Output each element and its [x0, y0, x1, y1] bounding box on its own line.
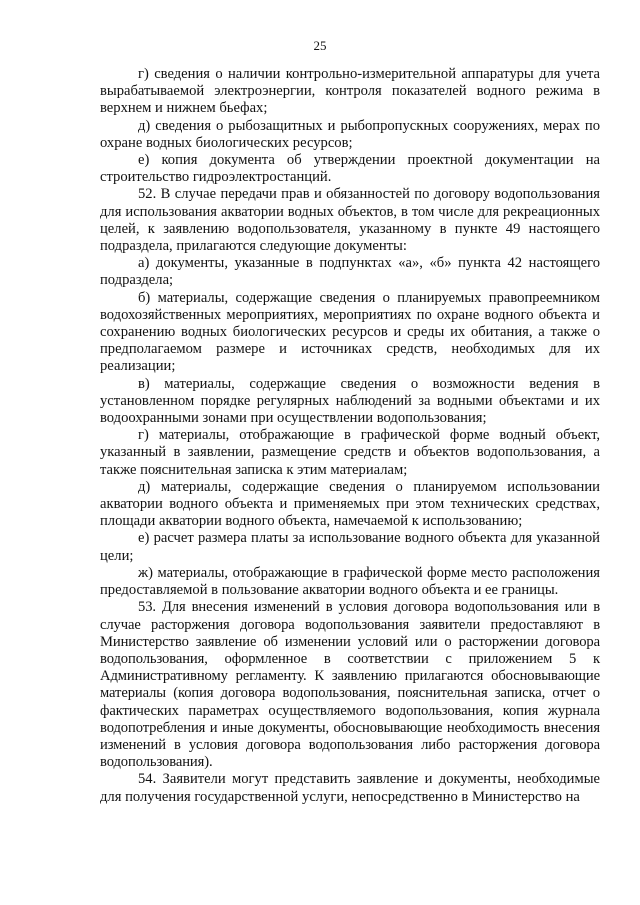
paragraph-52-e: е) расчет размера платы за использование водного объекта для указанной цели;: [100, 530, 600, 564]
paragraph-52-g: г) материалы, отображающие в графической форме водный объект, указанный в заявлении, размещение средств и объектов водопользования, а также пояснительная записка к этим материалам;: [100, 427, 600, 478]
paragraph-53: 53. Для внесения изменений в условия договора водопользования или в случае расторжения договора водопользования заявители предоставляют в Министерство заявление об изменении условий или о расторжении договора водопользования, оформленное в соответствии с приложением 5 к Административному регламенту. К заявлению прилагаются обосновывающие материалы (копия договора водопользования, пояснительная записка, отчет о фактических параметрах осуществляемого водопользования, копия журнала водопотребления и иные документы, обосновывающие необходимость внесения изменений в условия договора водопользования либо расторжения договора водопользования).: [100, 599, 600, 771]
paragraph-g-meters: г) сведения о наличии контрольно-измерительной аппаратуры для учета вырабатываемой электроэнергии, контроля показателей водного режима в верхнем и нижнем бьефах;: [100, 66, 600, 117]
document-body: [100, 66, 600, 806]
paragraph-e-project-approval: е) копия документа об утверждении проектной документации на строительство гидроэлектростанций.: [100, 152, 600, 186]
page-number: 25: [313, 38, 327, 53]
paragraph-52-zh: ж) материалы, отображающие в графической форме место расположения предоставляемой в пользование акватории водного объекта и ее границы.: [100, 564, 600, 599]
paragraph-54: 54. Заявители могут представить заявление и документы, необходимые для получения государственной услуги, непосредственно в Министерство на: [100, 771, 600, 805]
paragraph-d-fish-protection: д) сведения о рыбозащитных и рыбопропускных сооружениях, мерах по охране водных биологических ресурсов;: [100, 117, 600, 151]
paragraph-52-b: б) материалы, содержащие сведения о планируемых правопреемником водохозяйственных мероприятиях, мероприятиях по охране водного объекта и сохранению водных биологических ресурсов и среды их обитания, а также о предполагаемом размере и источниках средств, необходимых для их реализации;: [100, 289, 600, 375]
paragraph-52: 52. В случае передачи прав и обязанностей по договору водопользования для использования акватории водных объектов, в том числе для рекреационных целей, к заявлению водопользователя, указанному в пункте 49 настоящего подраздела, прилагаются следующие документы:: [100, 186, 600, 255]
paragraph-52-v: в) материалы, содержащие сведения о возможности ведения в установленном порядке регулярных наблюдений за водными объектами и их водоохранными зонами при осуществлении водопользования;: [100, 375, 600, 427]
paragraph-52-a: а) документы, указанные в подпунктах «а», «б» пункта 42 настоящего подраздела;: [100, 255, 600, 289]
paragraph-52-d: д) материалы, содержащие сведения о планируемом использовании акватории водного объекта и применяемых при этом технических средствах, площади акватории водного объекта, намечаемой к использованию;: [100, 478, 600, 530]
